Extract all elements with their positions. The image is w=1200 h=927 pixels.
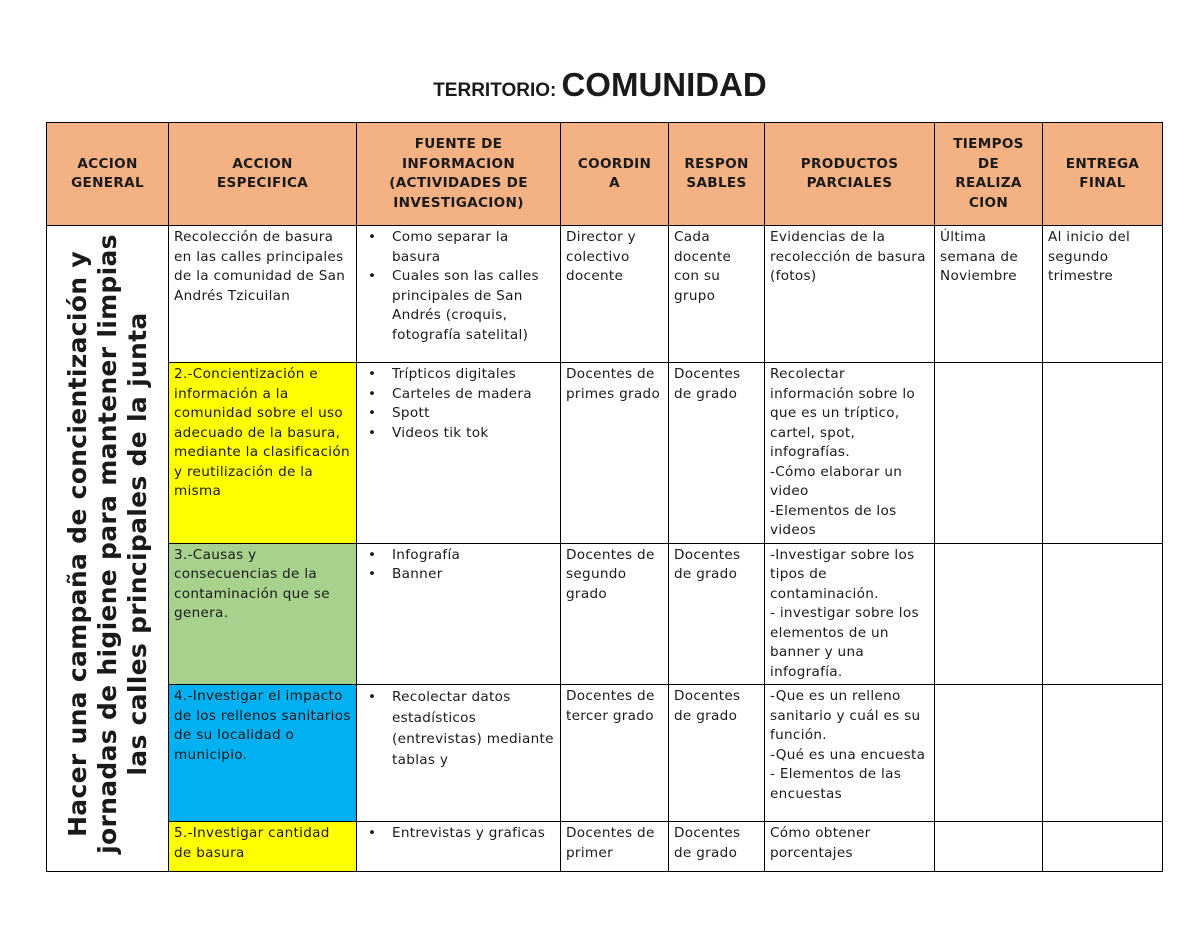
list-item: • Videos tik tok <box>362 424 555 444</box>
tiempos-cell <box>935 822 1043 872</box>
productos-line: -Elementos de los videos <box>770 502 897 538</box>
especifica-number: 3. <box>174 546 188 563</box>
entrega-cell <box>1043 363 1163 544</box>
accion-general-text: Hacer una campaña de concientización y jornadas de higiene para mantener limpias las calles principales de la junta <box>63 234 152 854</box>
responsables-cell: Docentes de grado <box>669 822 765 872</box>
title-prefix: TERRITORIO: <box>433 80 557 101</box>
productos-line: -Investigar sobre los tipos de contaminación. <box>770 546 915 602</box>
coordina-cell: Docentes de primes grado <box>561 363 669 544</box>
table-row <box>47 685 1163 822</box>
list-item: • Banner <box>362 565 555 585</box>
title-main: COMUNIDAD <box>561 66 767 103</box>
accion-general-cell <box>47 226 169 872</box>
responsables-cell: Docentes de grado <box>669 685 765 822</box>
especifica-cell: 5.-Investigar cantidad de basura <box>169 822 357 872</box>
especifica-cell: Recolección de basura en las calles principales de la comunidad de San Andrés Tzicuilan <box>169 226 357 363</box>
document-title <box>0 66 1200 104</box>
header-fuente: FUENTE DE INFORMACION (ACTIVIDADES DE INVESTIGACION) <box>357 123 561 226</box>
especifica-cell: 4.-Investigar el impacto de los rellenos sanitarios de su localidad o municipio. <box>169 685 357 822</box>
coordina-cell: Docentes de tercer grado <box>561 685 669 822</box>
coordina-cell: Docentes de primer <box>561 822 669 872</box>
fuente-cell <box>357 363 561 544</box>
entrega-cell: Al inicio del segundo trimestre <box>1043 226 1163 363</box>
fuente-cell <box>357 543 561 685</box>
especifica-cell: 2.-Concientización e información a la comunidad sobre el uso adecuado de la basura, mediante la clasificación y reutilización de la misma <box>169 363 357 544</box>
entrega-cell <box>1043 822 1163 872</box>
responsables-cell: Cada docente con su grupo <box>669 226 765 363</box>
coordina-cell: Docentes de segundo grado <box>561 543 669 685</box>
planning-table <box>46 122 1163 872</box>
header-coordina: COORDIN A <box>561 123 669 226</box>
responsables-cell: Docentes de grado <box>669 363 765 544</box>
list-item: • Trípticos digitales <box>362 365 555 385</box>
list-item: • Spott <box>362 404 555 424</box>
list-item: • Recolectar datos estadísticos (entrevistas) mediante tablas y <box>362 687 555 771</box>
list-item: • Carteles de madera <box>362 385 555 405</box>
header-entrega: ENTREGA FINAL <box>1043 123 1163 226</box>
entrega-cell <box>1043 543 1163 685</box>
entrega-cell <box>1043 685 1163 822</box>
productos-line: - investigar sobre los elementos de un banner y una infografía. <box>770 605 919 680</box>
table-row <box>47 822 1163 872</box>
header-accion-especifica: ACCION ESPECIFICA <box>169 123 357 226</box>
productos-line: Recolectar información sobre lo que es un tríptico, cartel, spot, infografías. <box>770 366 916 460</box>
fuente-cell <box>357 226 561 363</box>
header-tiempos: TIEMPOS DE REALIZA CION <box>935 123 1043 226</box>
productos-line: -Que es un relleno sanitario y cuál es su función. <box>770 688 921 743</box>
tiempos-cell <box>935 363 1043 544</box>
productos-line: -Qué es una encuesta <box>770 746 926 763</box>
table-row <box>47 363 1163 544</box>
productos-cell: Cómo obtener porcentajes <box>765 822 935 872</box>
list-item: • Entrevistas y graficas <box>362 824 555 844</box>
header-row <box>47 123 1163 226</box>
list-item: • Cuales son las calles principales de San Andrés (croquis, fotografía satelital) <box>362 267 555 345</box>
fuente-cell <box>357 685 561 822</box>
productos-line: - Elementos de las encuestas <box>770 766 902 802</box>
list-item: • Como separar la basura <box>362 228 555 267</box>
tiempos-cell <box>935 543 1043 685</box>
productos-cell <box>765 685 935 822</box>
header-accion-general: ACCION GENERAL <box>47 123 169 226</box>
especifica-cell <box>169 543 357 685</box>
coordina-cell: Director y colectivo docente <box>561 226 669 363</box>
productos-cell: Evidencias de la recolección de basura (fotos) <box>765 226 935 363</box>
list-item: • Infografía <box>362 546 555 566</box>
productos-cell <box>765 363 935 544</box>
fuente-cell <box>357 822 561 872</box>
responsables-cell: Docentes de grado <box>669 543 765 685</box>
table-row <box>47 226 1163 363</box>
especifica-text: -Causas y consecuencias de la contaminación que se genera. <box>174 546 330 621</box>
tiempos-cell <box>935 685 1043 822</box>
productos-line: -Cómo elaborar un video <box>770 463 903 499</box>
productos-cell <box>765 543 935 685</box>
header-productos: PRODUCTOS PARCIALES <box>765 123 935 226</box>
table-row <box>47 543 1163 685</box>
header-responsables: RESPON SABLES <box>669 123 765 226</box>
tiempos-cell: Última semana de Noviembre <box>935 226 1043 363</box>
